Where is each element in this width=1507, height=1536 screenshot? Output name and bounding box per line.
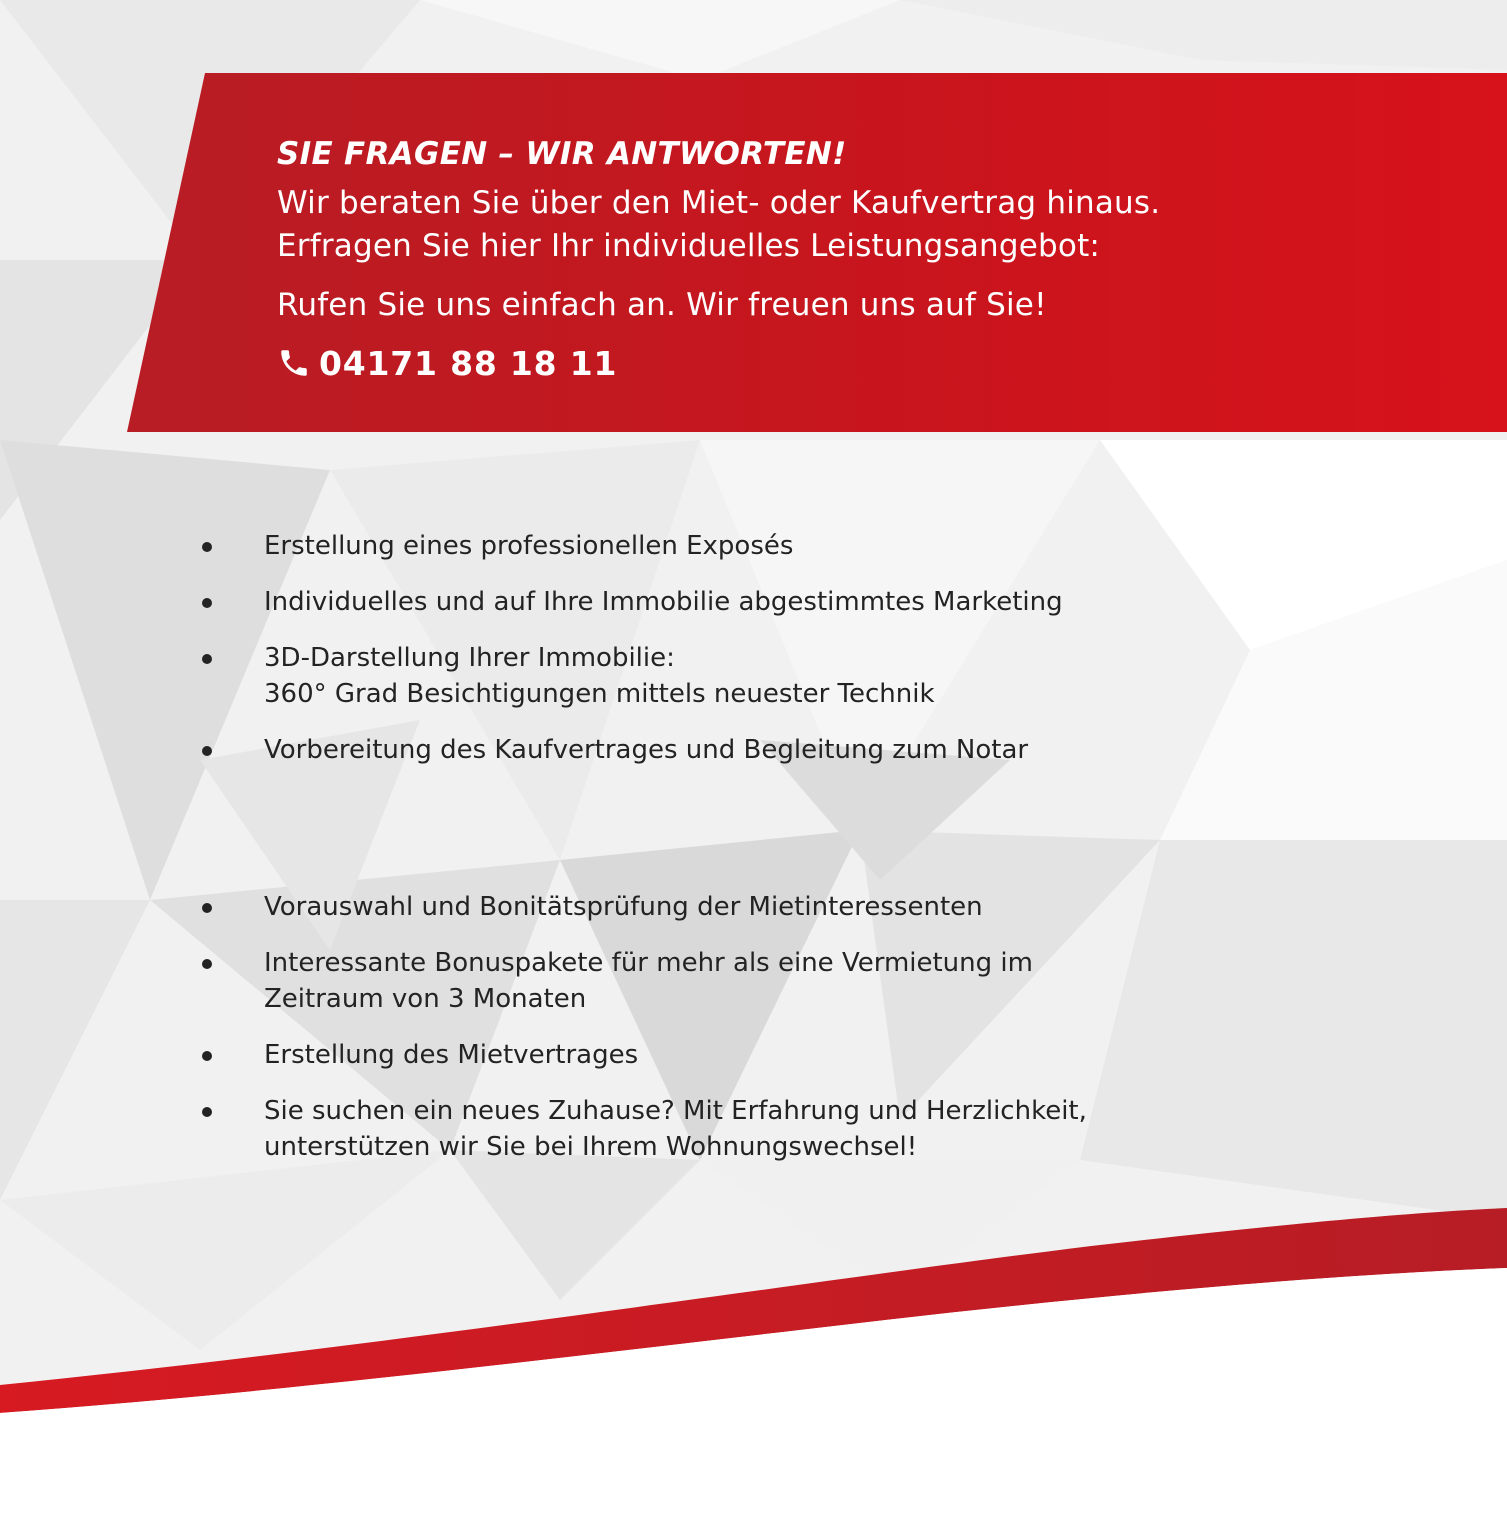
sale-services-list — [196, 528, 1063, 788]
list-item — [196, 732, 1063, 768]
phone-number[interactable]: 04171 88 18 11 — [319, 343, 618, 383]
bullet-icon — [202, 542, 212, 552]
banner-title: SIE FRAGEN – WIR ANTWORTEN! — [277, 136, 847, 172]
list-item — [196, 945, 1087, 1017]
list-item-text: Erstellung eines professionellen Exposés — [264, 531, 794, 561]
banner-intro-line-1: Wir beraten Sie über den Miet- oder Kaufvertrag hinaus. — [277, 185, 1161, 221]
list-item-text: Erstellung des Mietvertrages — [264, 1040, 639, 1070]
list-item — [196, 528, 1063, 564]
list-item-text: Sie suchen ein neues Zuhause? Mit Erfahrung und Herzlichkeit, — [264, 1096, 1087, 1126]
bullet-icon — [202, 1051, 212, 1061]
list-item — [196, 584, 1063, 620]
bullet-icon — [202, 1107, 212, 1117]
list-item-text: Interessante Bonuspakete für mehr als eine Vermietung im — [264, 948, 1033, 978]
list-item — [196, 640, 1063, 712]
bullet-icon — [202, 746, 212, 756]
list-item — [196, 889, 1087, 925]
banner-content — [277, 130, 1437, 385]
list-item-text: Individuelles und auf Ihre Immobilie abgestimmtes Marketing — [264, 587, 1063, 617]
bullet-icon — [202, 959, 212, 969]
list-item-text: Vorbereitung des Kaufvertrages und Begleitung zum Notar — [264, 735, 1029, 765]
banner-intro — [277, 182, 1437, 268]
list-item-text: Vorauswahl und Bonitätsprüfung der Mietinteressenten — [264, 892, 983, 922]
list-item — [196, 1093, 1087, 1165]
list-item-text: 3D-Darstellung Ihrer Immobilie: — [264, 643, 675, 673]
list-item — [196, 1037, 1087, 1073]
phone-contact[interactable] — [277, 341, 1437, 385]
bullet-icon — [202, 654, 212, 664]
rent-services-list — [196, 889, 1087, 1185]
list-item-text: unterstützen wir Sie bei Ihrem Wohnungswechsel! — [264, 1132, 918, 1162]
bullet-icon — [202, 598, 212, 608]
list-item-text: Zeitraum von 3 Monaten — [264, 984, 587, 1014]
banner-intro-line-2: Erfragen Sie hier Ihr individuelles Leistungsangebot: — [277, 228, 1101, 264]
phone-icon — [277, 346, 311, 380]
banner-invite: Rufen Sie uns einfach an. Wir freuen uns auf Sie! — [277, 287, 1047, 323]
list-item-text: 360° Grad Besichtigungen mittels neuester Technik — [264, 679, 935, 709]
bullet-icon — [202, 903, 212, 913]
